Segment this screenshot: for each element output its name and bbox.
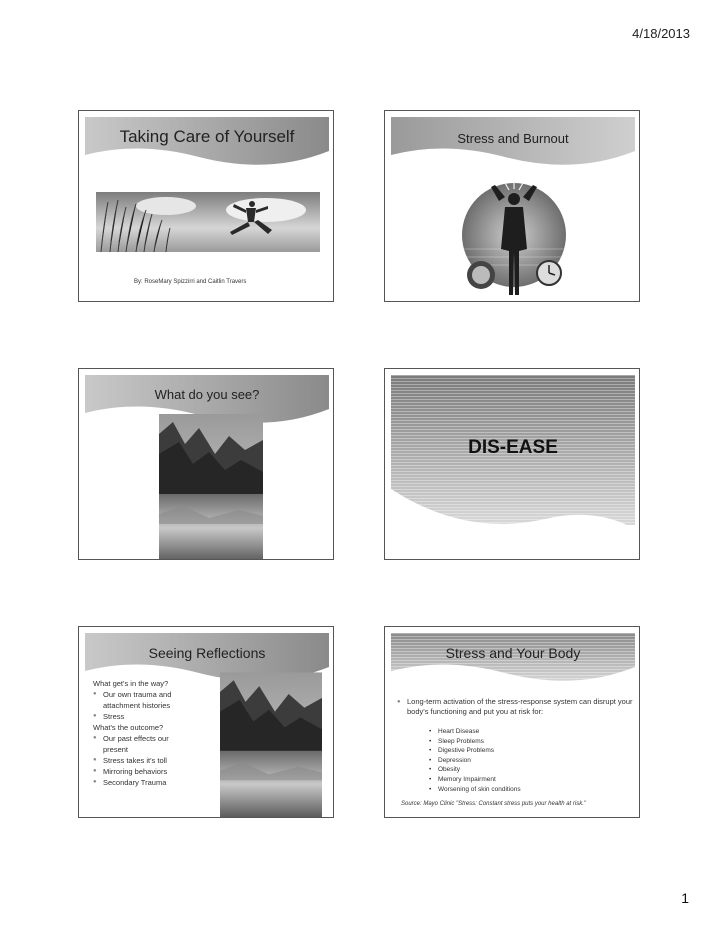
bullet-item [93,689,211,700]
jumping-woman-photo [96,192,320,252]
slide-banner [385,369,640,560]
risk-item [429,775,521,785]
bullet-item [93,777,211,788]
bullet-dot-icon: • [429,737,432,745]
slide-title: Stress and Your Body [445,645,581,661]
slide-title: What do you see? [154,387,260,402]
bullet-dot-icon: • [429,747,432,755]
slide-3 [78,368,334,560]
bullet-dot-icon: ● [93,779,97,785]
risk-item [429,746,521,756]
bullet-item [93,700,211,711]
slide-4 [384,368,640,560]
slide-source: Source: Mayo Clinic "Stress: Constant stress puts your health at risk." [401,801,586,807]
risk-item [429,785,521,795]
slide-intro-text: Long-term activation of the stress-response system can disrupt your body's functioning and put you at risk for: [407,697,633,716]
bullet-dot-icon: ● [397,699,401,705]
slide-1 [78,110,334,302]
bullet-dot-icon: ● [93,713,97,719]
bullet-dot-icon: • [429,775,432,783]
bullet-text: Secondary Trauma [103,778,167,787]
bullet-dot-icon: • [429,785,432,793]
bullet-text: Stress takes it's toll [103,756,167,765]
slide-title: Seeing Reflections [148,645,266,661]
bullet-item [93,744,211,755]
page-date: 4/18/2013 [632,26,690,41]
risk-item [429,756,521,766]
risk-text: Memory Impairment [438,775,496,783]
slide-byline: By: RoseMary Spizzirri and Caitlin Travers [134,279,247,285]
bullet-dot-icon: ● [93,735,97,741]
risk-text: Obesity [438,766,461,774]
risk-item [429,727,521,737]
bullet-item [93,766,211,777]
bullet-item [93,755,211,766]
bullet-dot-icon: ● [93,768,97,774]
bullet-list [93,678,211,788]
risk-text: Worsening of skin conditions [438,785,521,793]
bullet-dot-icon: • [429,756,432,764]
slide-intro [397,697,633,717]
slide-title: DIS-EASE [468,437,558,458]
slide-5 [78,626,334,818]
bullet-dot-icon: • [429,728,432,735]
risk-text: Depression [438,756,471,764]
risk-text: Sleep Problems [438,737,484,745]
slide-2 [384,110,640,302]
bullet-dot-icon: ● [93,757,97,763]
bullet-text: What's the outcome? [93,723,164,732]
bullet-item [93,678,211,689]
mountain-lake-photo [159,414,263,560]
risk-item [429,765,521,775]
risk-text: Heart Disease [438,728,480,735]
bullet-text: present [103,745,129,754]
risk-list [429,727,521,794]
mountain-lake-photo [220,671,322,818]
bullet-text: Our past effects our [103,734,169,743]
risk-item [429,737,521,747]
bullet-text: Our own trauma and [103,690,172,699]
bullet-text: What get's in the way? [93,679,169,688]
bullet-item [93,722,211,733]
slide-title: Stress and Burnout [457,131,569,146]
slide-6 [384,626,640,818]
bullet-dot-icon: • [429,766,432,774]
bullet-item [93,711,211,722]
bullet-item [93,733,211,744]
bullet-text: Stress [103,712,125,721]
bullet-text: attachment histories [103,701,171,710]
bullet-dot-icon: ● [93,691,97,697]
bullet-text: Mirroring behaviors [103,767,168,776]
stressed-woman-illustration [461,179,567,297]
page-number: 1 [681,890,689,906]
risk-text: Digestive Problems [438,747,494,755]
slide-title: Taking Care of Yourself [119,127,295,146]
